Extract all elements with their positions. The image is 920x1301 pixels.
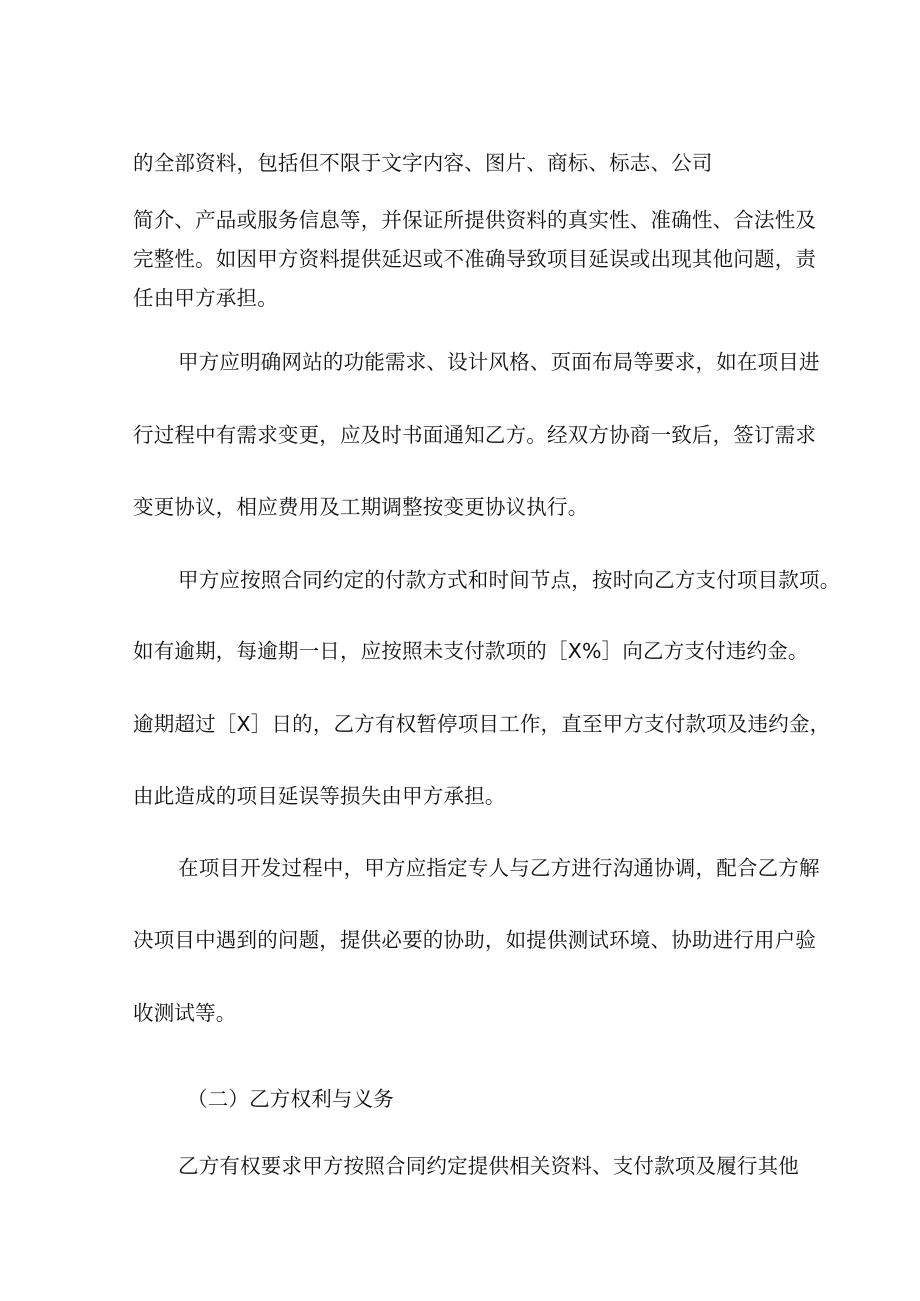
paragraph-3-line-4: 由此造成的项目延误等损失由甲方承担。	[133, 784, 506, 808]
section-heading: （二）乙方权利与义务	[187, 1087, 394, 1111]
paragraph-1-line-1: 的全部资料，包括但不限于文字内容、图片、商标、标志、公司	[133, 151, 713, 175]
paragraph-2-line-3: 变更协议，相应费用及工期调整按变更协议执行。	[133, 495, 589, 519]
paragraph-3-line-1: 甲方应按照合同约定的付款方式和时间节点，按时向乙方支付项目款项。	[178, 568, 841, 592]
paragraph-1-line-2: 简介、产品或服务信息等，并保证所提供资料的真实性、准确性、合法性及	[133, 208, 817, 232]
paragraph-4-line-1: 在项目开发过程中，甲方应指定专人与乙方进行沟通协调，配合乙方解	[178, 856, 820, 880]
paragraph-1-line-4: 任由甲方承担。	[133, 286, 278, 310]
paragraph-2-line-1: 甲方应明确网站的功能需求、设计风格、页面布局等要求，如在项目进	[178, 350, 820, 374]
last-paragraph-line-1: 乙方有权要求甲方按照合同约定提供相关资料、支付款项及履行其他	[178, 1154, 799, 1178]
paragraph-3-line-2: 如有逾期，每逾期一日，应按照未支付款项的［X%］向乙方支付违约金。	[133, 639, 809, 663]
paragraph-3-line-3: 逾期超过［X］日的，乙方有权暂停项目工作，直至甲方支付款项及违约金，	[133, 712, 831, 736]
paragraph-2-line-2: 行过程中有需求变更，应及时书面通知乙方。经双方协商一致后，签订需求	[133, 423, 817, 447]
paragraph-4-line-3: 收测试等。	[133, 1001, 237, 1025]
paragraph-1-line-3: 完整性。如因甲方资料提供延迟或不准确导致项目延误或出现其他问题，责	[133, 247, 817, 271]
paragraph-4-line-2: 决项目中遇到的问题，提供必要的协助，如提供测试环境、协助进行用户验	[133, 928, 817, 952]
